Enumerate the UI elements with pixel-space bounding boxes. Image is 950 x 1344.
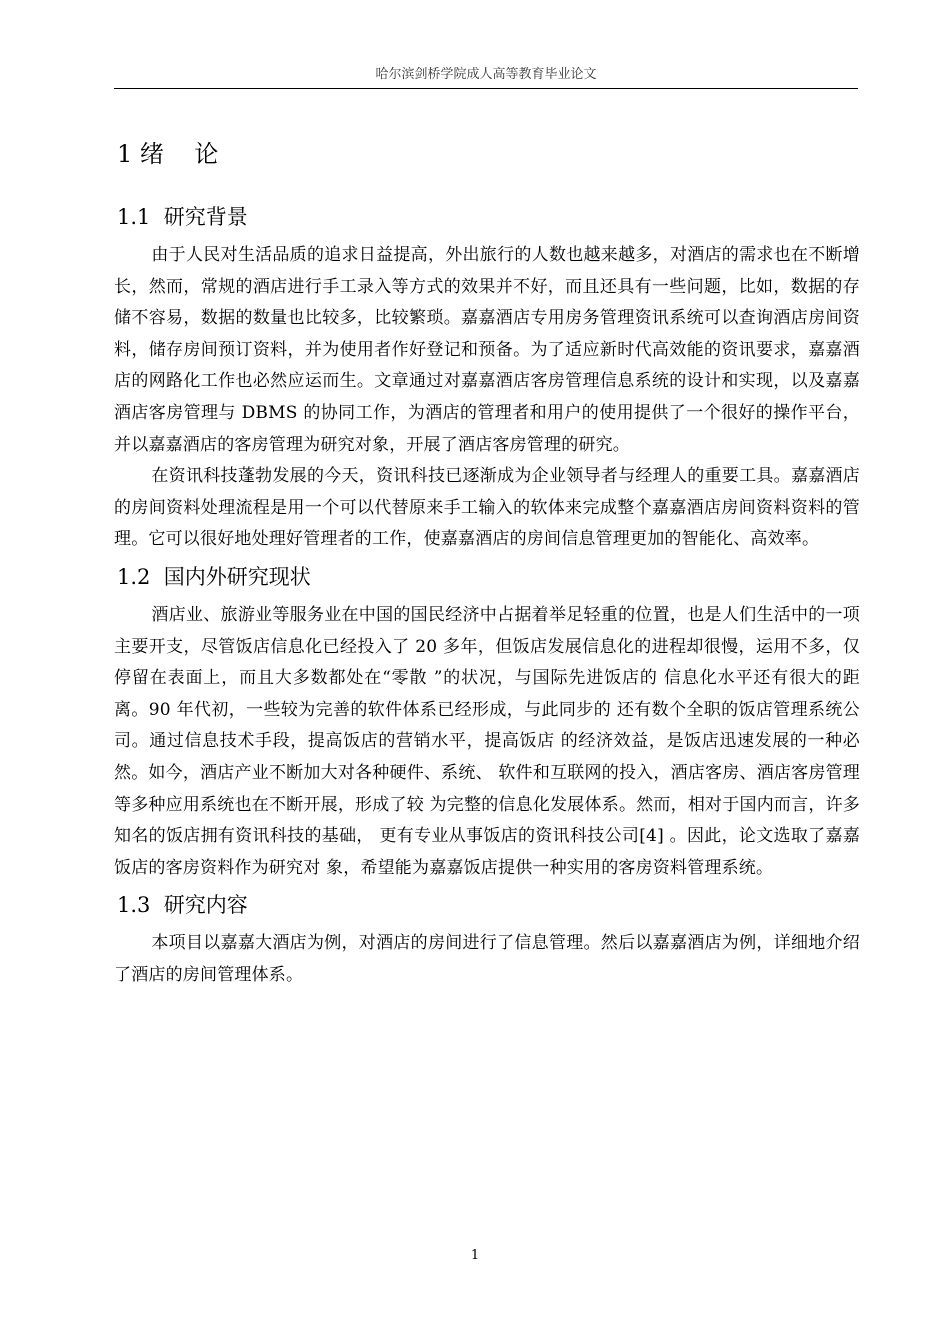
paragraph: 酒店业、旅游业等服务业在中国的国民经济中占据着举足轻重的位置，也是人们生活中的一项主要开支，尽管饭店信息化已经投入了 20 多年，但饭店发展信息化的进程却很慢，运用不多，仅停留在表面上，而且大多数都处在“零散 ”的状况，与国际先进饭店的 信息化水平还有很大的距离。90 年代初，一些较为完善的软件体系已经形成，与此同步的 还有数个全职的饭店管理系统公司。通过信息技术手段，提高饭店的营销水平，提高饭店 的经济效益，是饭店迅速发展的一种必然。如今，酒店产业不断加大对各种硬件、系统、 软件和互联网的投入，酒店客房、酒店客房管理等多种应用系统也在不断开展，形成了较 为完整的信息化发展体系。然而，相对于国内而言，许多知名的饭店拥有资讯科技的基础， 更有专业从事饭店的资讯科技公司[4] 。因此，论文选取了嘉嘉饭店的客房资料作为研究对 象，希望能为嘉嘉饭店提供一种实用的客房资料管理系统。: [114, 604, 860, 878]
page-body: [114, 128, 860, 991]
section-heading-research-content: 1.3 研究内容: [117, 893, 248, 918]
header-rule: [114, 88, 858, 89]
section-heading-background: 1.1 研究背景: [117, 205, 248, 229]
running-header: 哈尔滨剑桥学院成人高等教育毕业论文: [375, 67, 597, 82]
paragraph: 在资讯科技蓬勃发展的今天，资讯科技已逐渐成为企业领导者与经理人的重要工具。嘉嘉酒店的房间资料处理流程是用一个可以代替原来手工输入的软体来完成整个嘉嘉酒店房间资料资料的管理。它可以很好地处理好管理者的工作，使嘉嘉酒店的房间信息管理更加的智能化、高效率。: [114, 466, 860, 550]
chapter-title: 1 绪 论: [117, 140, 219, 168]
paragraph: 本项目以嘉嘉大酒店为例，对酒店的房间进行了信息管理。然后以嘉嘉酒店为例，详细地介绍了酒店的房间管理体系。: [114, 933, 860, 985]
paragraph: 由于人民对生活品质的追求日益提高，外出旅行的人数也越来越多，对酒店的需求也在不断增长，然而，常规的酒店进行手工录入等方式的效果并不好，而且还具有一些问题，比如，数据的存储不容易，数据的数量也比较多，比较繁琐。嘉嘉酒店专用房务管理资讯系统可以查询酒店房间资料，储存房间预订资料，并为使用者作好登记和预备。为了适应新时代高效能的资讯要求，嘉嘉酒店的网路化工作也必然应运而生。文章通过对嘉嘉酒店客房管理信息系统的设计和实现，以及嘉嘉酒店客房管理与 DBMS 的协同工作，为酒店的管理者和用户的使用提供了一个很好的操作平台，并以嘉嘉酒店的客房管理为研究对象，开展了酒店客房管理的研究。: [114, 245, 860, 455]
section-heading-research-status: 1.2 国内外研究现状: [117, 564, 311, 589]
page-number: 1: [470, 1248, 480, 1263]
